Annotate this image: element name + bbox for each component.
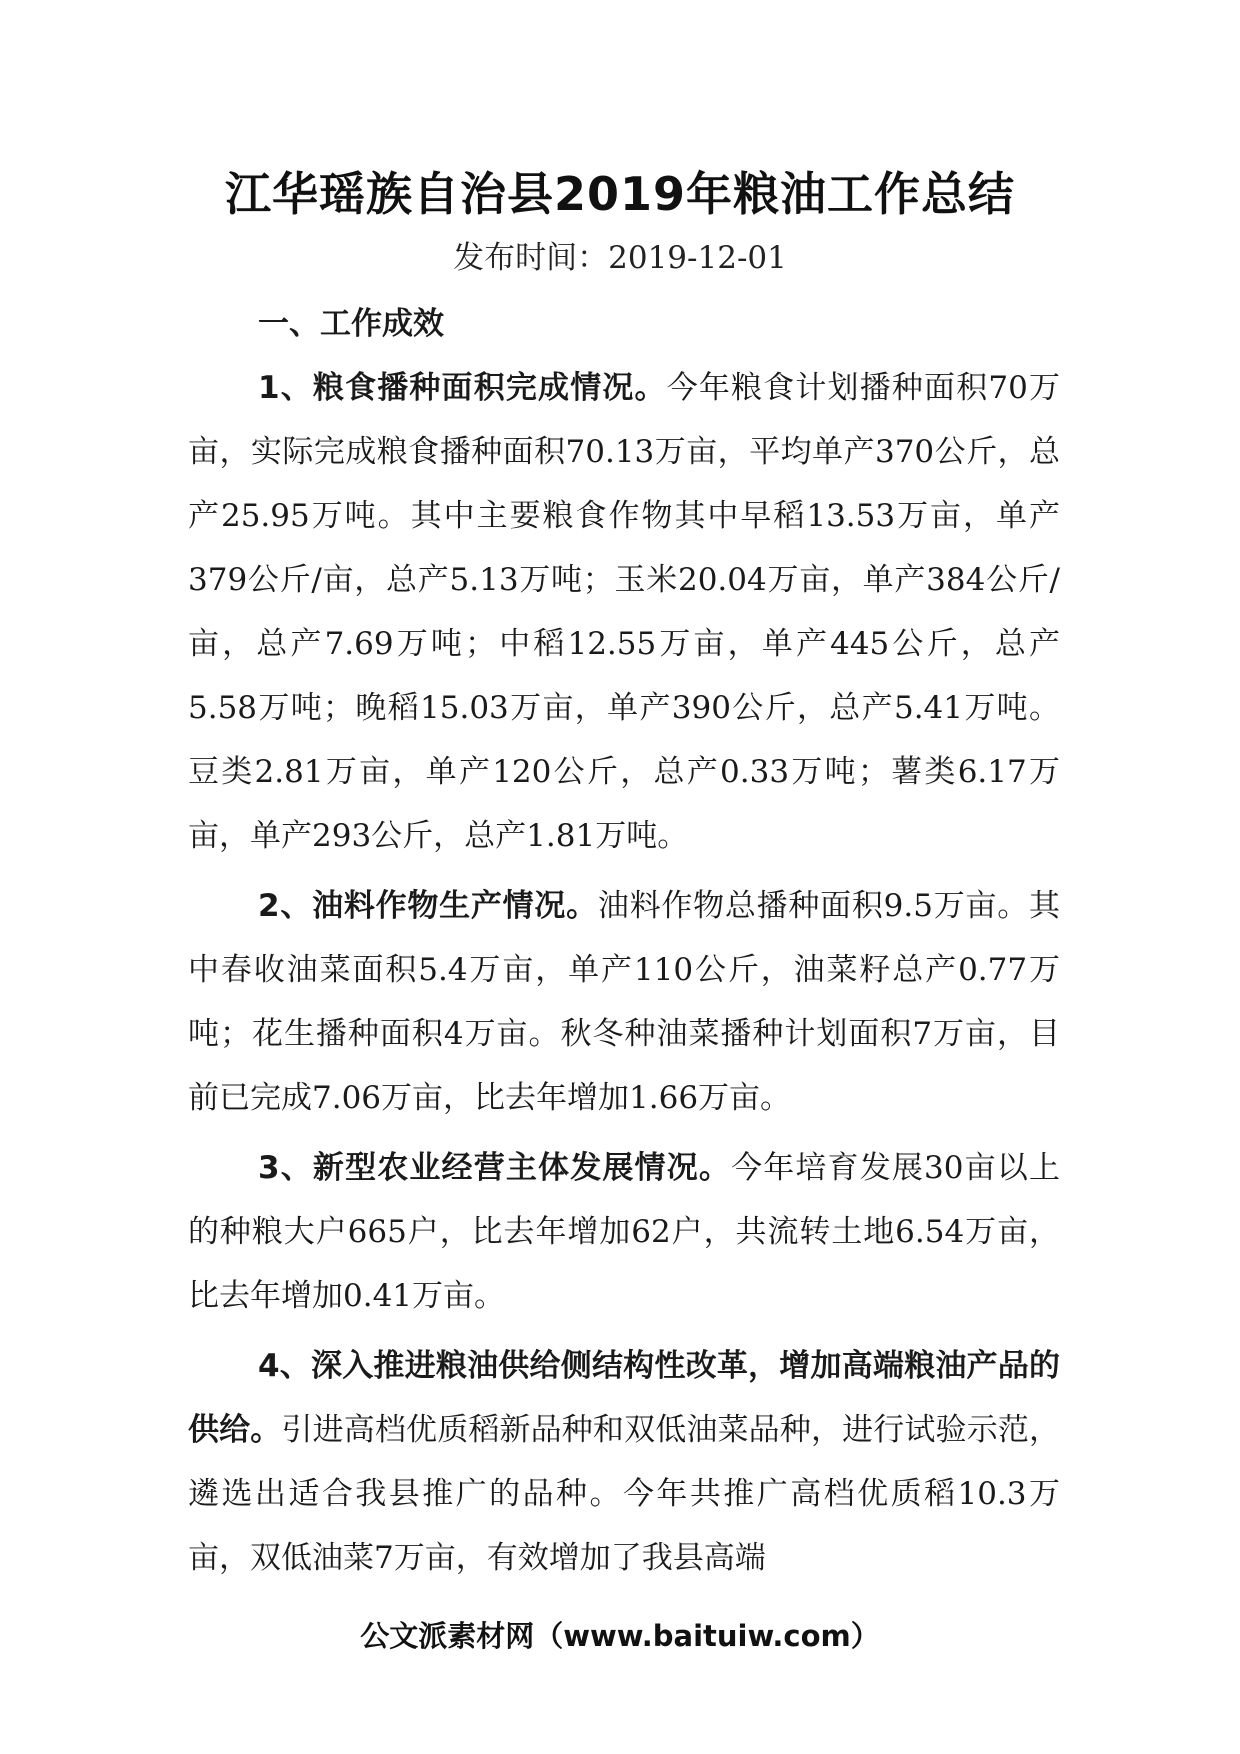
paragraph-3 <box>188 1136 1060 1328</box>
paragraph-lead: 1、粮食播种面积完成情况。 <box>258 370 667 406</box>
paragraph-text: 今年粮食计划播种面积70万亩，实际完成粮食播种面积70.13万亩，平均单产370公斤，总产25.95万吨。其中主要粮食作物其中早稻13.53万亩，单产379公斤/亩，总产5.13万吨；玉米20.04万亩，单产384公斤/亩，总产7.69万吨；中稻12.55万亩，单产445公斤，总产5.58万吨；晚稻15.03万亩，单产390公斤，总产5.41万吨。豆类2.81万亩，单产120公斤，总产0.33万吨；薯类6.17万亩，单产293公斤，总产1.81万吨。 <box>188 370 1060 854</box>
paragraph-text: 今年培育发展30亩以上的种粮大户665户，比去年增加62户，共流转土地6.54万亩，比去年增加0.41万亩。 <box>188 1150 1060 1314</box>
paragraph-lead: 2、油料作物生产情况。 <box>258 888 598 924</box>
paragraph-1 <box>188 356 1060 868</box>
document-title: 江华瑶族自治县2019年粮油工作总结 <box>224 167 1016 221</box>
paragraph-lead: 3、新型农业经营主体发展情况。 <box>258 1150 732 1186</box>
paragraph-lead: 4、深入推进粮油供给侧结构性改革，增加高端粮油产品的供给。 <box>188 1348 1060 1448</box>
footer-watermark: 公文派素材网（www.baituiw.com） <box>360 1619 880 1653</box>
section-heading: 一、工作成效 <box>258 306 444 342</box>
paragraph-4 <box>188 1334 1060 1590</box>
publish-date: 发布时间：2019-12-01 <box>453 240 787 276</box>
paragraph-text: 引进高档优质稻新品种和双低油菜品种，进行试验示范，遴选出适合我县推广的品种。今年共推广高档优质稻10.3万亩，双低油菜7万亩，有效增加了我县高端 <box>188 1412 1061 1576</box>
paragraph-2 <box>188 874 1060 1130</box>
document-body <box>188 292 1060 1590</box>
paragraph-text: 油料作物总播种面积9.5万亩。其中春收油菜面积5.4万亩，单产110公斤，油菜籽总产0.77万吨；花生播种面积4万亩。秋冬种油菜播种计划面积7万亩，目前已完成7.06万亩，比去年增加1.66万亩。 <box>188 888 1060 1116</box>
